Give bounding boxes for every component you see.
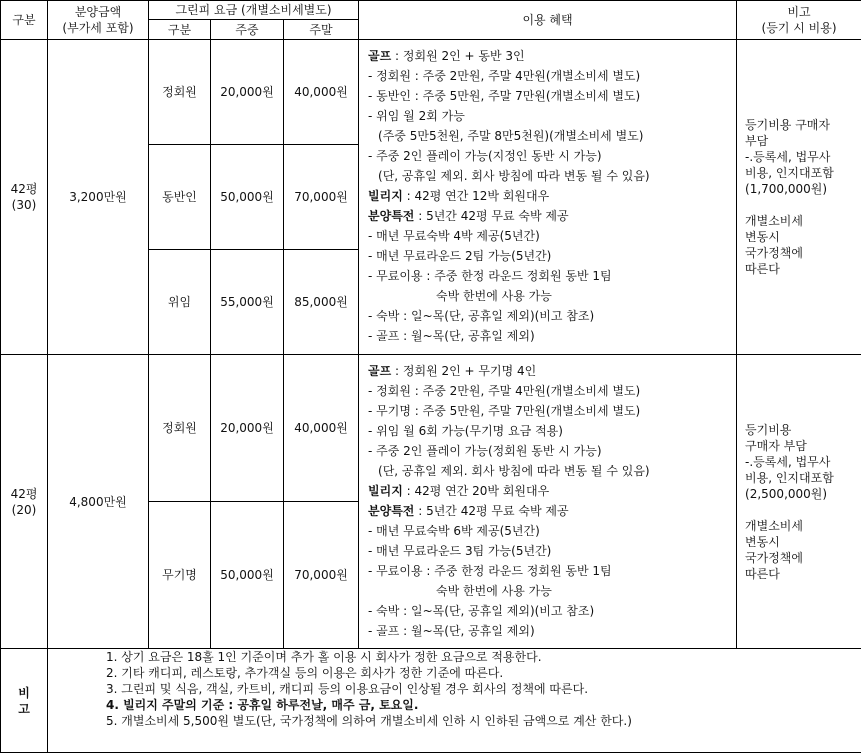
benefit-line-text: - 주중 2인 플레이 가능(정회원 동반 시 가능) [368,443,602,458]
note-line: 따른다 [745,262,780,276]
benefit-line-text: - 골프 : 월~목(단, 공휴일 제외) [368,623,535,638]
note-cell [737,355,861,649]
benefit-line [368,543,736,563]
benefit-line-text: - 매년 무료라운드 2팀 가능(5년간) [368,249,552,263]
benefit-line [368,328,736,348]
note-line: 따른다 [745,566,780,581]
benefit-line-heading: 골프 [368,363,392,378]
benefit-line-text: - 매년 무료라운드 3팀 가능(5년간) [368,543,552,558]
note-line: 변동시 [745,230,780,244]
fee-weekday: 20,000원 [211,355,284,502]
note-line: 변동시 [745,534,780,549]
subheader-weekend: 주말 [284,20,359,40]
benefit-line [368,583,736,603]
benefit-line-heading: 빌리지 [368,483,403,498]
benefit-line-text: : 정회원 2인 + 무기명 4인 [391,363,537,378]
remark-item: 4. 빌리지 주말의 기준 : 공휴일 하루전날, 매주 금, 토요일. [106,698,419,712]
benefit-line [368,208,736,228]
fee-type: 위임 [149,250,211,355]
benefit-line-text: - 정회원 : 주중 2만원, 주말 4만원(개별소비세 별도) [368,69,641,83]
benefit-line-text: (주중 5만5천원, 주말 8만5천원)(개별소비세 별도) [378,129,644,143]
benefit-line-heading: 골프 [368,49,392,63]
fee-type: 정회원 [149,355,211,502]
benefit-line [368,443,736,463]
benefit-line [368,363,736,383]
benefit-line [368,563,736,583]
benefit-line-text: - 숙박 : 일~목(단, 공휴일 제외)(비고 참조) [368,309,595,323]
header-price: 분양금액 (부가세 포함) [48,1,149,40]
benefit-line [368,88,736,108]
benefit-line [368,188,736,208]
group-size: 42평 (30) [1,40,48,355]
benefit-line [368,268,736,288]
benefit-line-text: : 5년간 42평 무료 숙박 제공 [414,503,569,518]
subheader-division: 구분 [149,20,211,40]
benefit-line [368,523,736,543]
benefit-line-text: - 무료이용 : 주중 한정 라운드 정회원 동반 1팀 [368,269,612,283]
header-division: 구분 [1,1,48,40]
fee-weekend: 70,000원 [284,502,359,649]
note-line: 국가정책에 [745,246,803,260]
note-line: 등기비용 [745,422,792,437]
benefit-line-text: - 무료이용 : 주중 한정 라운드 정회원 동반 1팀 [368,563,612,578]
remark-item: 1. 상기 요금은 18홀 1인 기준이며 추가 홀 이용 시 회사가 정한 요금으로 적용한다. [106,650,542,664]
fee-weekday: 50,000원 [211,145,284,250]
note-line: (1,700,000원) [745,182,828,196]
benefit-line [368,623,736,643]
note-line: -.등록세, 법무사 [745,150,831,164]
benefit-line-text: 숙박 한번에 사용 가능 [436,583,552,598]
fee-weekday: 20,000원 [211,40,284,145]
benefit-cell [359,355,737,649]
benefit-line [368,503,736,523]
benefit-line [368,308,736,328]
benefit-line-text: : 42평 연간 20박 회원대우 [402,483,550,498]
fee-weekday: 50,000원 [211,502,284,649]
benefit-line-heading: 분양특전 [368,503,415,518]
benefit-line [368,148,736,168]
benefit-line [368,48,736,68]
header-green-fee: 그린피 요금 (개별소비세별도) [149,1,359,20]
benefit-line [368,403,736,423]
note-line: 구매자 부담 [745,438,807,453]
benefit-line-text: - 매년 무료숙박 4박 제공(5년간) [368,229,540,243]
benefit-line [368,423,736,443]
benefit-cell [359,40,737,355]
note-line: 개별소비세 [745,214,803,228]
note-line: 비용, 인지대포함 [745,166,834,180]
note-line: (2,500,000원) [745,486,828,501]
benefit-line-heading: 빌리지 [368,189,403,203]
benefit-line [368,603,736,623]
benefit-line-text: (단, 공휴일 제외. 회사 방침에 따라 변동 될 수 있음) [378,463,650,478]
remarks-label: 비 고 [1,649,48,753]
benefit-line-text: - 위임 월 2회 가능 [368,109,465,123]
remarks-cell [48,649,861,753]
benefit-line [368,108,736,128]
benefit-line-text: (단, 공휴일 제외. 회사 방침에 따라 변동 될 수 있음) [378,169,650,183]
benefit-line-text: - 정회원 : 주중 2만원, 주말 4만원(개별소비세 별도) [368,383,641,398]
benefit-line [368,483,736,503]
fee-weekend: 85,000원 [284,250,359,355]
benefit-line [368,248,736,268]
benefit-line [368,383,736,403]
note-line: 국가정책에 [745,550,803,565]
benefit-line-text: - 위임 월 6회 가능(무기명 요금 적용) [368,423,563,438]
benefit-line-text: 숙박 한번에 사용 가능 [436,289,552,303]
note-line [745,197,861,213]
header-note: 비고 (등기 시 비용) [737,1,861,40]
remark-item: 3. 그린피 및 식음, 객실, 카트비, 캐디피 등의 이용요금이 인상될 경우 회사의 정책에 따른다. [106,682,589,696]
fee-weekday: 55,000원 [211,250,284,355]
benefit-line-text: : 정회원 2인 + 동반 3인 [391,49,525,63]
note-line: 등기비용 구매자 [745,118,830,132]
remark-item: 5. 개별소비세 5,500원 별도(단, 국가정책에 의하여 개별소비세 인하 시 인하된 금액으로 계산 한다.) [106,714,632,728]
group-price: 4,800만원 [48,355,149,649]
header-benefit: 이용 혜택 [359,1,737,40]
fee-weekend: 40,000원 [284,355,359,502]
fee-weekend: 70,000원 [284,145,359,250]
fee-weekend: 40,000원 [284,40,359,145]
benefit-line-text: - 매년 무료숙박 6박 제공(5년간) [368,523,540,538]
remark-item: 2. 기타 캐디피, 레스토랑, 추가객실 등의 이용은 회사가 정한 기준에 따른다. [106,666,504,680]
benefit-line [368,288,736,308]
benefit-line [368,168,736,188]
fee-type: 무기명 [149,502,211,649]
note-line: 개별소비세 [745,518,803,533]
benefit-line-text: - 동반인 : 주중 5만원, 주말 7만원(개별소비세 별도) [368,89,641,103]
group-price: 3,200만원 [48,40,149,355]
benefit-line [368,68,736,88]
subheader-weekday: 주중 [211,20,284,40]
note-line: -.등록세, 법무사 [745,454,831,469]
benefit-line-text: : 42평 연간 12박 회원대우 [402,189,550,203]
fee-type: 정회원 [149,40,211,145]
note-line [745,502,861,518]
note-line: 부담 [745,134,769,148]
group-size: 42평 (20) [1,355,48,649]
benefit-line [368,128,736,148]
note-cell [737,40,861,355]
benefit-line-text: - 주중 2인 플레이 가능(지정인 동반 시 가능) [368,149,602,163]
benefit-line [368,228,736,248]
benefit-line-text: - 무기명 : 주중 5만원, 주말 7만원(개별소비세 별도) [368,403,641,418]
benefit-line-text: - 골프 : 월~목(단, 공휴일 제외) [368,329,535,343]
note-line: 비용, 인지대포함 [745,470,834,485]
benefit-line-text: : 5년간 42평 무료 숙박 제공 [414,209,569,223]
benefit-line-text: - 숙박 : 일~목(단, 공휴일 제외)(비고 참조) [368,603,595,618]
fee-type: 동반인 [149,145,211,250]
benefit-line-heading: 분양특전 [368,209,415,223]
benefit-line [368,463,736,483]
